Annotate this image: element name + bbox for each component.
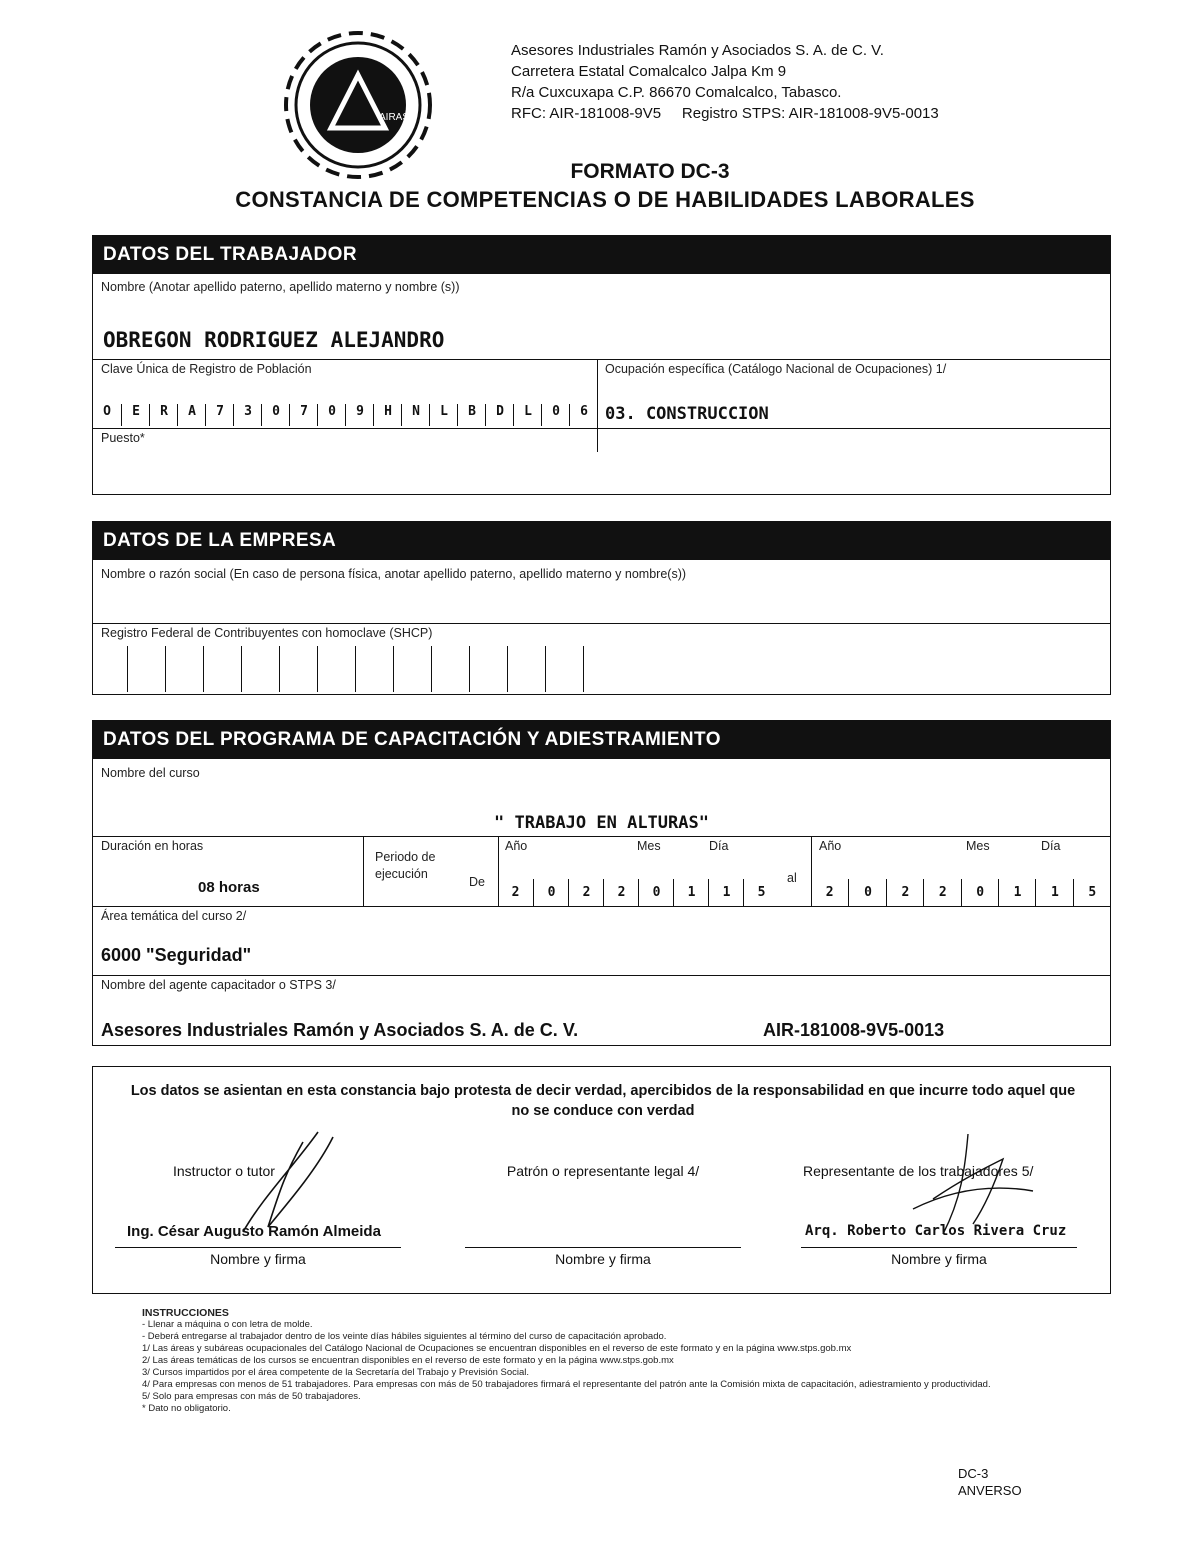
- rfc-box-divider: [165, 646, 166, 692]
- worker-name-value: OBREGON RODRIGUEZ ALEJANDRO: [103, 328, 445, 352]
- curp-char: 9: [345, 404, 374, 426]
- footer-code: DC-3: [958, 1466, 989, 1481]
- date-digit: 2: [923, 879, 961, 906]
- instructions-list: [142, 1319, 1002, 1415]
- worker-section-title: DATOS DEL TRABAJADOR: [93, 236, 1110, 274]
- curp-char: R: [149, 404, 178, 426]
- company-section: [92, 521, 1111, 695]
- instruction-item: 2/ Las áreas temáticas de los cursos se encuentran disponibles en el reverso de este formato y en la página www.stps.gob.mx: [142, 1355, 674, 1366]
- end-year-label: Año: [819, 839, 842, 853]
- duration-value: 08 horas: [198, 879, 260, 896]
- company-address-1: Carretera Estatal Comalcalco Jalpa Km 9: [511, 63, 787, 80]
- date-digit: 0: [533, 879, 569, 906]
- date-digit: 2: [886, 879, 924, 906]
- from-label: De: [469, 875, 485, 889]
- instructor-name: Ing. César Augusto Ramón Almeida: [127, 1223, 381, 1240]
- curp-char: E: [121, 404, 150, 426]
- area-label: Área temática del curso 2/: [101, 909, 247, 923]
- instruction-item: - Llenar a máquina o con letra de molde.: [142, 1319, 313, 1330]
- date-digit: 1: [708, 879, 744, 906]
- company-rfc: RFC: AIR-181008-9V5 Registro STPS: AIR-181008-9V5-0013: [511, 105, 939, 122]
- rfc-boxes: [93, 646, 613, 692]
- curp-char: 7: [205, 404, 234, 426]
- declaration-text: Los datos se asientan en esta constancia bajo protesta de decir verdad, apercibidos de la responsabilidad en que incurre todo aquel que no se conduce con verdad: [130, 1083, 1076, 1119]
- curp-char: B: [457, 404, 486, 426]
- curp-char: A: [177, 404, 206, 426]
- occupation-label: Ocupación específica (Catálogo Nacional de Ocupaciones) 1/: [605, 362, 947, 376]
- date-digit: 2: [568, 879, 604, 906]
- course-label: Nombre del curso: [101, 766, 200, 780]
- company-info: [511, 40, 1071, 124]
- instruction-item: 5/ Solo para empresas con más de 50 trabajadores.: [142, 1391, 361, 1402]
- course-value: " TRABAJO EN ALTURAS": [494, 813, 709, 833]
- rfc-box-divider: [203, 646, 204, 692]
- company-name: Asesores Industriales Ramón y Asociados S. A. de C. V.: [511, 42, 884, 59]
- workers-rep-name: Arq. Roberto Carlos Rivera Cruz: [805, 1223, 1067, 1239]
- company-logo: [283, 30, 433, 180]
- rfc-box-divider: [583, 646, 584, 692]
- footer: [958, 1465, 1022, 1499]
- instruction-item: * Dato no obligatorio.: [142, 1403, 231, 1414]
- rfc-box-divider: [355, 646, 356, 692]
- company-name-label: Nombre o razón social (En caso de persona física, anotar apellido paterno, apellido materno y nombre(s)): [101, 567, 687, 581]
- end-date-digits: [811, 861, 1110, 906]
- date-digit: 1: [1035, 879, 1073, 906]
- date-digit: 0: [961, 879, 999, 906]
- instruction-item: 1/ Las áreas y subáreas ocupacionales del Catálogo Nacional de Ocupaciones se encuentran disponibles en el reverso de este formato y en la página www.stps.gob.mx: [142, 1343, 852, 1354]
- curp-char: 0: [317, 404, 346, 426]
- agent-value: Asesores Industriales Ramón y Asociados S. A. de C. V.: [101, 1020, 579, 1040]
- to-label: al: [787, 871, 797, 885]
- instruction-item: 4/ Para empresas con menos de 51 trabajadores. Para empresas con más de 50 trabajadores firmará el representante del patrón ante la Comisión mixta de capacitación, adiestramiento y productividad.: [142, 1379, 991, 1390]
- end-month-label: Mes: [966, 839, 990, 853]
- date-digit: 5: [1073, 879, 1111, 906]
- date-digit: 2: [825, 885, 834, 900]
- rfc-box-divider: [545, 646, 546, 692]
- curp-char: 6: [569, 404, 598, 426]
- curp-char: D: [485, 404, 514, 426]
- workers-rep-label: Representante de los trabajadores 5/: [803, 1163, 1034, 1179]
- instructor-sign-caption: Nombre y firma: [210, 1251, 306, 1267]
- format-title: FORMATO DC-3: [570, 160, 730, 183]
- curp-label: Clave Única de Registro de Población: [101, 362, 312, 376]
- agent-registration: AIR-181008-9V5-0013: [763, 1020, 945, 1040]
- rfc-box-divider: [469, 646, 470, 692]
- rfc-box-divider: [127, 646, 128, 692]
- period-label: Periodo de ejecución: [375, 850, 436, 881]
- worker-name-label: Nombre (Anotar apellido paterno, apellido materno y nombre (s)): [101, 280, 460, 294]
- start-date-digits: [498, 861, 778, 906]
- start-month-label: Mes: [637, 839, 661, 853]
- area-value: 6000 "Seguridad": [101, 945, 252, 965]
- footer-side: ANVERSO: [958, 1483, 1022, 1498]
- start-year-label: Año: [505, 839, 528, 853]
- signatures-section: [92, 1066, 1111, 1294]
- curp-char: 3: [233, 404, 262, 426]
- rfc-box-divider: [393, 646, 394, 692]
- curp-char: 0: [541, 404, 570, 426]
- employer-sign-caption: Nombre y firma: [555, 1251, 651, 1267]
- company-rfc-label: Registro Federal de Contribuyentes con homoclave (SHCP): [101, 626, 433, 640]
- curp-char: 7: [289, 404, 318, 426]
- curp-char: O: [103, 404, 111, 419]
- start-day-label: Día: [709, 839, 729, 853]
- rfc-box-divider: [431, 646, 432, 692]
- curp-char: 0: [261, 404, 290, 426]
- instructions-title: INSTRUCCIONES: [142, 1307, 229, 1319]
- document-title: CONSTANCIA DE COMPETENCIAS O DE HABILIDADES LABORALES: [235, 187, 975, 212]
- instruction-item: - Deberá entregarse al trabajador dentro de los veinte días hábiles siguientes al término del curso de capacitación aprobado.: [142, 1331, 667, 1342]
- curp-char: H: [373, 404, 402, 426]
- company-address-2: R/a Cuxcuxapa C.P. 86670 Comalcalco, Tabasco.: [511, 84, 842, 101]
- date-digit: 0: [848, 879, 886, 906]
- rfc-box-divider: [507, 646, 508, 692]
- instructions: [142, 1307, 1002, 1415]
- curp-boxes: [93, 384, 597, 426]
- date-digit: 2: [603, 879, 639, 906]
- rfc-box-divider: [317, 646, 318, 692]
- instructor-label: Instructor o tutor: [173, 1163, 275, 1179]
- curp-char: L: [513, 404, 542, 426]
- date-digit: 2: [511, 885, 520, 900]
- position-label: Puesto*: [101, 431, 145, 445]
- occupation-value: 03. CONSTRUCCION: [605, 404, 769, 424]
- program-section: [92, 720, 1111, 1046]
- agent-label: Nombre del agente capacitador o STPS 3/: [101, 978, 336, 992]
- date-digit: 1: [673, 879, 709, 906]
- date-digit: 1: [998, 879, 1036, 906]
- duration-label: Duración en horas: [101, 839, 204, 853]
- date-digit: 5: [743, 879, 779, 906]
- employer-label: Patrón o representante legal 4/: [506, 1163, 700, 1179]
- instruction-item: 3/ Cursos impartidos por el área competente de la Secretaría del Trabajo y Previsión Social.: [142, 1367, 530, 1378]
- company-section-title: DATOS DE LA EMPRESA: [93, 522, 1110, 560]
- svg-text:AIRASA: AIRASA: [379, 112, 416, 123]
- rfc-box-divider: [279, 646, 280, 692]
- workers-rep-sign-caption: Nombre y firma: [891, 1251, 987, 1267]
- curp-char: L: [429, 404, 458, 426]
- end-day-label: Día: [1041, 839, 1061, 853]
- program-section-title: DATOS DEL PROGRAMA DE CAPACITACIÓN Y ADIESTRAMIENTO: [93, 721, 1110, 759]
- curp-char: N: [401, 404, 430, 426]
- date-digit: 0: [638, 879, 674, 906]
- rfc-box-divider: [241, 646, 242, 692]
- worker-section: [92, 235, 1111, 495]
